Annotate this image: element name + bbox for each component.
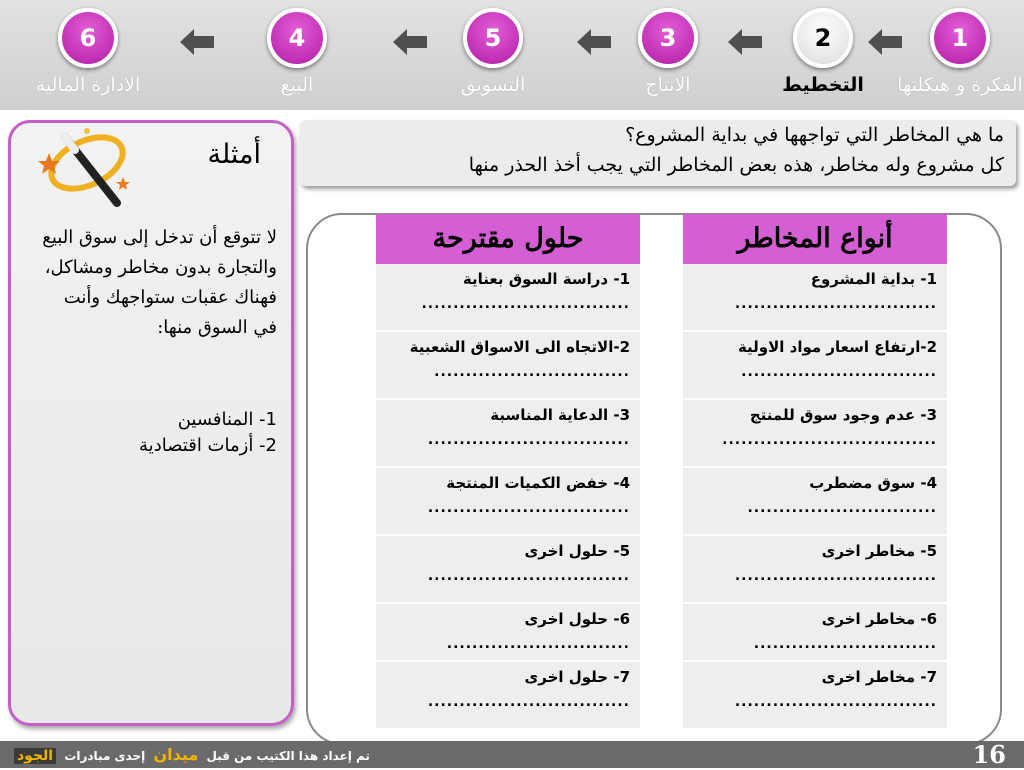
arrow-left-icon (393, 29, 427, 55)
arrow-left-icon (180, 29, 214, 55)
maydan-logo: ميدان (153, 745, 199, 764)
examples-list (37, 407, 277, 459)
table-row: 5- مخاطر اخرى ................................ (683, 536, 947, 602)
credit-prefix: تم إعداد هذا الكتيب من قبل (206, 749, 370, 763)
step-2[interactable] (743, 8, 903, 96)
table-row: 6- مخاطر اخرى ............................. (683, 604, 947, 660)
risks-header: أنواع المخاطر (683, 214, 947, 264)
table-row: 1- بداية المشروع ................................ (683, 264, 947, 330)
step-5[interactable] (413, 8, 573, 96)
examples-panel (8, 120, 294, 726)
table-row: 7- حلول اخرى ................................ (376, 662, 640, 728)
steps-bar (0, 0, 1024, 110)
step-2-label: التخطيط (782, 74, 864, 96)
step-5-circle: 5 (463, 8, 523, 68)
table-row: 3- عدم وجود سوق للمنتج .................................. (683, 400, 947, 466)
question-box (300, 120, 1016, 186)
list-item: 2- أزمات اقتصادية (139, 435, 277, 456)
credit-mid: إحدى مبادرات (64, 749, 146, 763)
table-row: 6- حلول اخرى ............................. (376, 604, 640, 660)
risks-column (683, 214, 947, 730)
magic-wand-icon (35, 123, 135, 213)
table-row: 2-ارتفاع اسعار مواد الاولية ............................... (683, 332, 947, 398)
question-line-2: كل مشروع وله مخاطر، هذه بعض المخاطر التي يجب أخذ الحذر منها (468, 154, 1004, 176)
step-4[interactable] (217, 8, 377, 96)
examples-body: لا تتوقع أن تدخل إلى سوق البيع والتجارة بدون مخاطر ومشاكل، فهناك عقبات ستواجهك وأنت في السوق منها: (42, 227, 277, 338)
step-3[interactable] (588, 8, 748, 96)
question-line-1: ما هي المخاطر التي تواجهها في بداية المشروع؟ (625, 124, 1004, 146)
table-row: 4- خفض الكميات المنتجة ................................ (376, 468, 640, 534)
table-row: 3- الدعاية المناسبة ................................ (376, 400, 640, 466)
step-3-label: الانتاج (645, 74, 691, 96)
table-row: 2-الاتجاه الى الاسواق الشعبية ............................... (376, 332, 640, 398)
page-number: 16 (972, 740, 1006, 769)
step-4-label: البيع (280, 74, 314, 96)
arrow-left-icon (577, 29, 611, 55)
solutions-column (376, 214, 640, 730)
step-2-circle: 2 (793, 8, 853, 68)
credit-line (10, 741, 370, 768)
table-row: 1- دراسة السوق بعناية ................................. (376, 264, 640, 330)
step-6[interactable] (8, 8, 168, 96)
step-6-label: الادارة المالية (35, 74, 141, 96)
examples-title: أمثلة (207, 139, 261, 170)
step-4-circle: 4 (267, 8, 327, 68)
table-row: 4- سوق مضطرب .............................. (683, 468, 947, 534)
solutions-header: حلول مقترحة (376, 214, 640, 264)
list-item: 1- المنافسين (177, 409, 277, 430)
table-row: 7- مخاطر اخرى ................................ (683, 662, 947, 728)
step-5-label: التسويق (460, 74, 526, 96)
step-3-circle: 3 (638, 8, 698, 68)
step-6-circle: 6 (58, 8, 118, 68)
table-row: 5- حلول اخرى ................................ (376, 536, 640, 602)
footer (0, 741, 1024, 768)
step-1-label: الفكرة و هيكلتها (897, 74, 1023, 96)
org-logo: الجود (14, 748, 56, 764)
step-1-circle: 1 (930, 8, 990, 68)
